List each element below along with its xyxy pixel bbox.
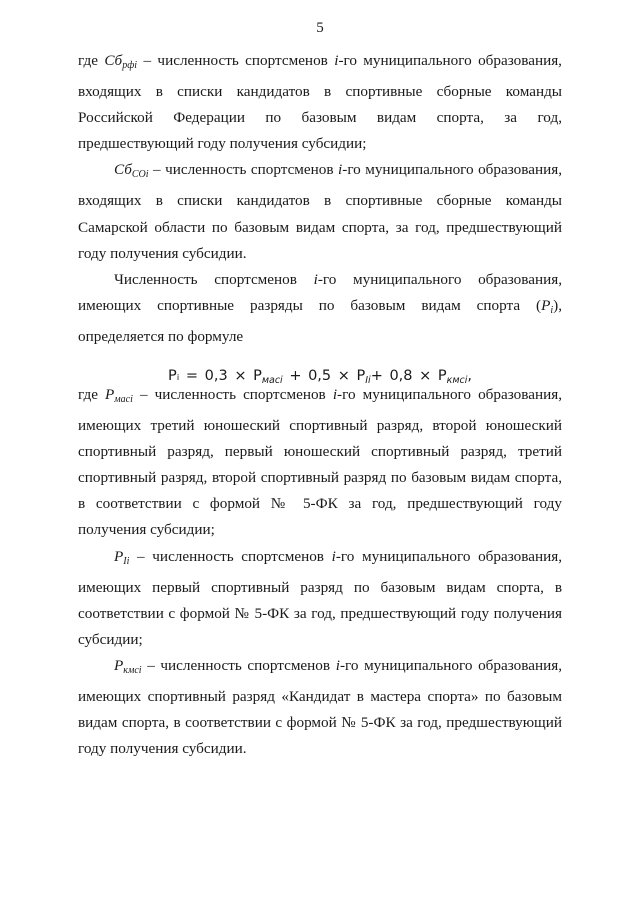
definition-text: – численность спортсменов: [137, 52, 335, 69]
symbol-subscript: Ii: [123, 555, 130, 567]
definitions-block-1: [78, 48, 562, 350]
where-word: где: [78, 52, 105, 69]
intro-part2: -го муниципального образования, имеющих спортивные разряды по базовым видам спорта (: [78, 270, 562, 314]
definition-sb-so: [78, 157, 562, 266]
symbol: P: [541, 296, 551, 314]
intro-part3: ), определяется по формуле: [78, 296, 562, 345]
formula-term-3: $P_{кмсi}$: [437, 368, 468, 386]
symbol: P: [114, 656, 124, 674]
formula-term-1: $P_{масi}$: [253, 368, 283, 386]
symbol: Сб: [104, 52, 123, 69]
formula-end: ,: [467, 368, 473, 384]
index-i: i: [334, 52, 339, 69]
symbol-subscript: i: [550, 304, 554, 316]
symbol-subscript: СОi: [131, 169, 149, 181]
definition-text: – численность спортсменов: [141, 656, 336, 674]
definition-text: – численность спортсменов: [129, 547, 332, 565]
where-word: где: [78, 386, 106, 403]
symbol-subscript: рфi: [122, 60, 138, 71]
definition-p-i: [78, 544, 562, 653]
index-i: i: [332, 386, 338, 403]
definition-p-kms: [78, 653, 562, 762]
definition-p-mas: [78, 382, 562, 544]
definition-rest: -го муниципального образования, имеющих спортивный разряд «Кандидат в мастера спорта» по базовым видам спорта, в соответствии с формой № 5-ФК за год, предшествующий году получения субсидии.: [78, 656, 562, 758]
symbol: P: [114, 547, 124, 565]
definition-rest: -го муниципального образования, входящих в списки кандидатов в спортивные сборные команды Российской Федерации по базовым видам спорта, за год, предшествующий году получения субсидии;: [78, 52, 562, 153]
definition-text: – численность спортсменов: [148, 161, 339, 179]
formula-plus-2: + 0,8 ×: [370, 368, 432, 384]
symbol: P: [105, 386, 115, 403]
definitions-block-2: [78, 382, 562, 762]
formula-intro: [78, 267, 562, 350]
page-number: 5: [316, 20, 324, 36]
formula-eq: = 0,3 ×: [185, 368, 247, 384]
definition-rest: -го муниципального образования, входящих в списки кандидатов в спортивные сборные команды Самарской области по базовым видам спорта, за год, предшествующий году получения субсидии.: [78, 161, 562, 262]
formula-lhs: Pᵢ: [167, 368, 180, 384]
symbol: Сб: [114, 161, 132, 179]
index-i: i: [335, 656, 340, 674]
formula-plus-1: + 0,5 ×: [289, 368, 350, 384]
definition-text: – численность спортсменов: [132, 386, 333, 403]
definition-rest: -го муниципального образования, имеющих первый спортивный разряд по базовым видам спорта, в соответствии с формой № 5-ФК за год, предшествующий году получения субсидии;: [78, 547, 562, 648]
index-i: i: [331, 547, 336, 565]
index-i: i: [313, 270, 318, 288]
index-i: i: [338, 161, 343, 179]
intro-part1: Численность спортсменов: [114, 270, 314, 288]
symbol-subscript: масi: [114, 394, 133, 405]
formula-term-2: $P_{Ii}$: [356, 368, 371, 386]
definition-sb-rf: [78, 48, 562, 157]
definition-rest: -го муниципального образования, имеющих третий юношеский спортивный разряд, второй юношеский спортивный разряд, первый юношеский спортивный разряд, третий спортивный разряд, второй спортивный разряд по базовым видам спорта, в соответствии с формой № 5-ФК за год, предшествующий году получения субсидии;: [78, 386, 562, 539]
symbol-subscript: кмсi: [123, 664, 142, 676]
